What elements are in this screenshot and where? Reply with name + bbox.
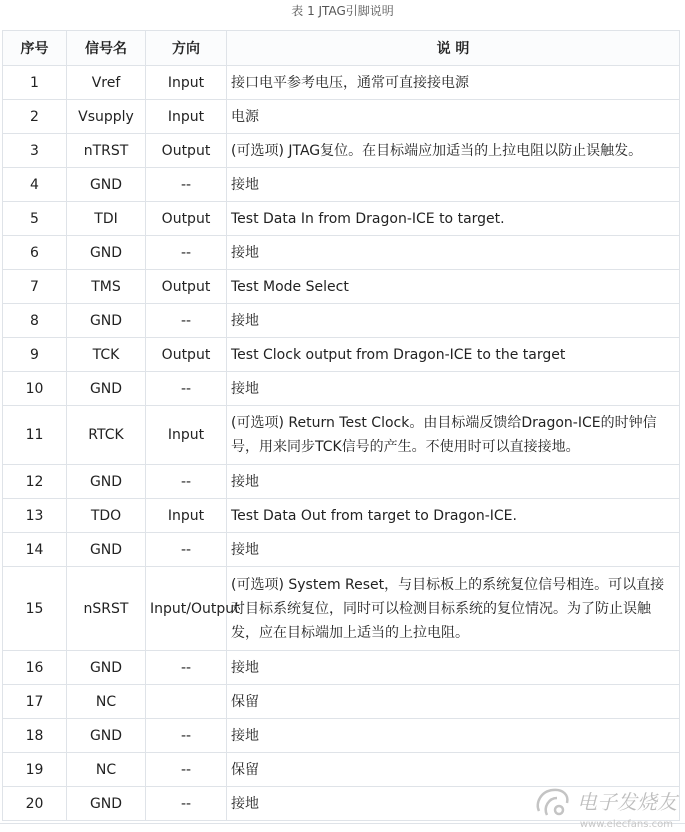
description: 接地: [227, 236, 680, 270]
description: 接地: [227, 168, 680, 202]
pin-number: 16: [3, 651, 67, 685]
description: Test Data Out from target to Dragon-ICE.: [227, 499, 680, 533]
direction: Input: [146, 499, 227, 533]
pin-number: 7: [3, 270, 67, 304]
direction: --: [146, 236, 227, 270]
table-header-row: [3, 31, 680, 66]
description: (可选项) JTAG复位。在目标端应加适当的上拉电阻以防止误触发。: [227, 134, 680, 168]
pin-number: 20: [3, 787, 67, 821]
signal-name: NC: [67, 753, 146, 787]
table-row: [3, 753, 680, 787]
description: 电源: [227, 100, 680, 134]
signal-name: NC: [67, 685, 146, 719]
description: Test Mode Select: [227, 270, 680, 304]
description: 接地: [227, 533, 680, 567]
signal-name: RTCK: [67, 406, 146, 465]
table-row: [3, 202, 680, 236]
signal-name: GND: [67, 787, 146, 821]
pin-number: 19: [3, 753, 67, 787]
watermark-url: www.elecfans.com: [579, 819, 673, 830]
pin-number: 1: [3, 66, 67, 100]
signal-name: TCK: [67, 338, 146, 372]
direction: [146, 685, 227, 719]
pin-number: 8: [3, 304, 67, 338]
description: Test Clock output from Dragon-ICE to the target: [227, 338, 680, 372]
table-row: [3, 651, 680, 685]
elecfans-logo-icon: [533, 785, 573, 819]
direction: Output: [146, 270, 227, 304]
table-row: [3, 134, 680, 168]
pin-number: 15: [3, 567, 67, 651]
header-description: 说 明: [227, 31, 680, 66]
table-row: [3, 66, 680, 100]
table-row: [3, 168, 680, 202]
pin-number: 5: [3, 202, 67, 236]
pin-number: 17: [3, 685, 67, 719]
description: 保留: [227, 685, 680, 719]
watermark: [533, 784, 677, 830]
signal-name: GND: [67, 236, 146, 270]
direction: --: [146, 465, 227, 499]
pin-number: 9: [3, 338, 67, 372]
table-row: [3, 685, 680, 719]
watermark-title: 电子发烧友: [577, 790, 677, 814]
direction: Input/Output: [146, 567, 227, 651]
pin-number: 2: [3, 100, 67, 134]
table-row: [3, 719, 680, 753]
signal-name: Vref: [67, 66, 146, 100]
header-direction: 方向: [146, 31, 227, 66]
direction: --: [146, 533, 227, 567]
direction: --: [146, 719, 227, 753]
direction: --: [146, 651, 227, 685]
pin-number: 4: [3, 168, 67, 202]
pin-number: 12: [3, 465, 67, 499]
jtag-pin-table: [2, 30, 680, 821]
direction: Output: [146, 202, 227, 236]
description: (可选项) Return Test Clock。由目标端反馈给Dragon-ICE的时钟信号，用来同步TCK信号的产生。不使用时可以直接接地。: [227, 406, 680, 465]
description: Test Data In from Dragon-ICE to target.: [227, 202, 680, 236]
table-row: [3, 465, 680, 499]
table-row: [3, 270, 680, 304]
pin-number: 11: [3, 406, 67, 465]
signal-name: TDO: [67, 499, 146, 533]
description: 保留: [227, 753, 680, 787]
direction: --: [146, 304, 227, 338]
description: 接地: [227, 465, 680, 499]
direction: --: [146, 168, 227, 202]
table-row: [3, 567, 680, 651]
signal-name: GND: [67, 533, 146, 567]
direction: Input: [146, 100, 227, 134]
description: 接地: [227, 304, 680, 338]
direction: Input: [146, 406, 227, 465]
pin-number: 10: [3, 372, 67, 406]
pin-number: 13: [3, 499, 67, 533]
table-row: [3, 236, 680, 270]
header-signal: 信号名: [67, 31, 146, 66]
description: 接地: [227, 787, 680, 821]
pin-number: 6: [3, 236, 67, 270]
table-row: [3, 499, 680, 533]
signal-name: nTRST: [67, 134, 146, 168]
description: 接口电平参考电压，通常可直接接电源: [227, 66, 680, 100]
signal-name: GND: [67, 372, 146, 406]
table-row: [3, 100, 680, 134]
signal-name: GND: [67, 168, 146, 202]
signal-name: GND: [67, 465, 146, 499]
signal-name: TMS: [67, 270, 146, 304]
pin-number: 14: [3, 533, 67, 567]
direction: Output: [146, 338, 227, 372]
table-caption: 表 1 JTAG引脚说明: [291, 4, 394, 18]
direction: --: [146, 787, 227, 821]
table-row: [3, 304, 680, 338]
direction: --: [146, 372, 227, 406]
pin-number: 3: [3, 134, 67, 168]
direction: Input: [146, 66, 227, 100]
table-row: [3, 533, 680, 567]
description: (可选项) System Reset，与目标板上的系统复位信号相连。可以直接对目标系统复位，同时可以检测目标系统的复位情况。为了防止误触发，应在目标端加上适当的上拉电阻。: [227, 567, 680, 651]
signal-name: Vsupply: [67, 100, 146, 134]
table-row: [3, 406, 680, 465]
header-no: 序号: [3, 31, 67, 66]
signal-name: GND: [67, 651, 146, 685]
description: 接地: [227, 719, 680, 753]
signal-name: GND: [67, 719, 146, 753]
table-row: [3, 372, 680, 406]
direction: Output: [146, 134, 227, 168]
signal-name: nSRST: [67, 567, 146, 651]
description: 接地: [227, 651, 680, 685]
signal-name: TDI: [67, 202, 146, 236]
description: 接地: [227, 372, 680, 406]
pin-number: 18: [3, 719, 67, 753]
table-row: [3, 338, 680, 372]
signal-name: GND: [67, 304, 146, 338]
direction: --: [146, 753, 227, 787]
